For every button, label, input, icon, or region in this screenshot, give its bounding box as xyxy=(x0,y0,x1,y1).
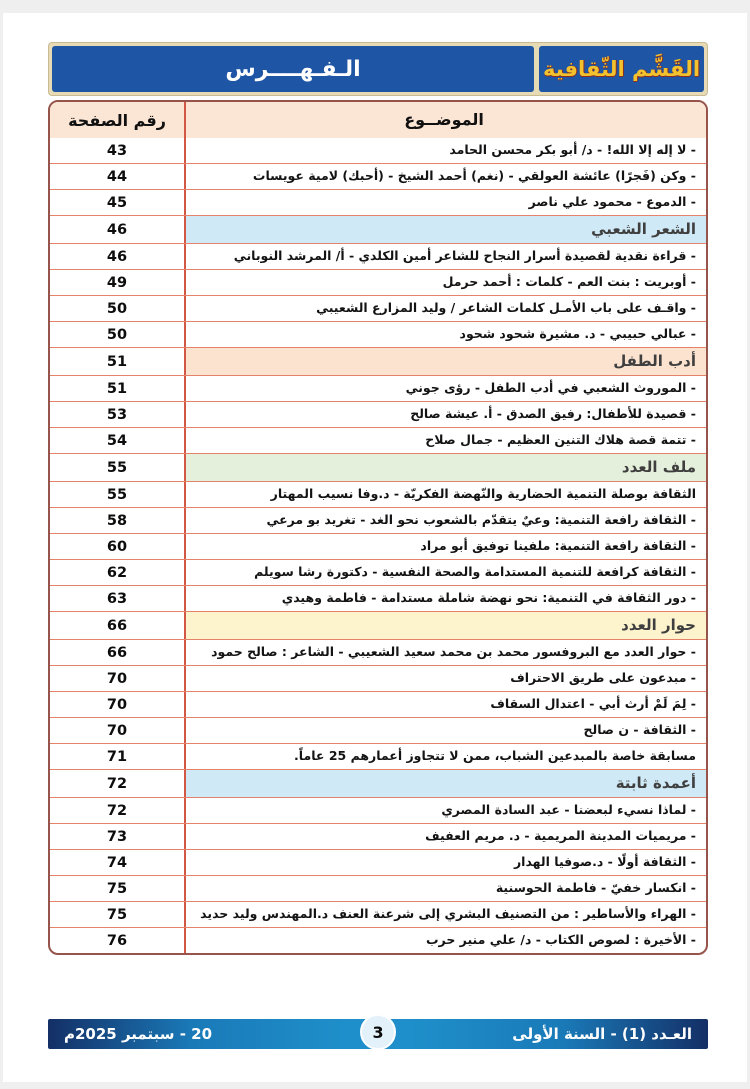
row-page: 53 xyxy=(106,406,128,423)
row-title: - قراءة نقدية لقصيدة أسرار النجاح للشاعر أمين الكلدي - أ/ المرشد النوباني xyxy=(184,244,706,269)
magazine-logo-text: القَشَّم الثّقافية xyxy=(542,57,701,81)
footer-date-label: 20 - سبتمبر 2025م xyxy=(64,1025,213,1043)
row-title: - لماذا نسيء لبعضنا - عبد السادة المصري xyxy=(184,798,706,823)
row-title: - مريميات المدينة المريمية - د. مريم العفيف xyxy=(184,824,706,849)
row-page: 51 xyxy=(106,380,128,397)
row-title: - واقـف على باب الأمـل كلمات الشاعر / وليد المزارع الشعيبي xyxy=(184,296,706,321)
toc-row xyxy=(50,507,706,533)
row-page: 60 xyxy=(106,538,128,555)
row-title: الثقافة بوصلة التنمية الحضارية والنّهضة الفكريّة - د.وفا نسيب المهتار xyxy=(184,482,706,507)
row-page: 55 xyxy=(106,459,128,476)
footer-issue-label: العـدد (1) - السنة الأولى xyxy=(512,1025,692,1043)
toc-header-page-number: رقم الصفحة xyxy=(50,102,184,138)
toc-row xyxy=(50,243,706,269)
toc-row xyxy=(50,797,706,823)
toc-row xyxy=(50,347,706,375)
toc-row xyxy=(50,559,706,585)
toc-row xyxy=(50,453,706,481)
row-title: - الدموع - محمود علي ناصر xyxy=(184,190,706,215)
row-title: - وكن (فَجرًا) عائشة العولقي - (نغم) أحمد الشيخ - (أحبك) لامية عويسات xyxy=(184,164,706,189)
magazine-logo xyxy=(539,46,704,92)
row-page: 50 xyxy=(106,300,128,317)
row-page: 46 xyxy=(106,221,128,238)
row-title: - الثقافة أولًا - د.صوفيا الهدار xyxy=(184,850,706,875)
toc-row xyxy=(50,585,706,611)
toc-row xyxy=(50,665,706,691)
row-page: 66 xyxy=(106,644,128,661)
row-page: 44 xyxy=(106,168,128,185)
row-title: - لا إله إلا الله! - د/ أبو بكر محسن الحامد xyxy=(184,138,706,163)
row-page: 72 xyxy=(106,802,128,819)
row-title: - مبدعون على طريق الاحتراف xyxy=(184,666,706,691)
row-title: - الثقافة - ن صالح xyxy=(184,718,706,743)
row-page: 50 xyxy=(106,326,128,343)
row-page: 66 xyxy=(106,617,128,634)
toc-header-subject: الموضــوع xyxy=(184,102,706,138)
row-page: 76 xyxy=(106,932,128,949)
row-page: 72 xyxy=(106,775,128,792)
row-page: 58 xyxy=(106,512,128,529)
toc-row xyxy=(50,481,706,507)
toc-row xyxy=(50,295,706,321)
row-page: 62 xyxy=(106,564,128,581)
row-title: - لِمَ لَمْ أرث أبي - اعتدال السقاف xyxy=(184,692,706,717)
toc-row xyxy=(50,927,706,953)
row-title: - عبالي حبيبي - د. مشيرة شحود شحود xyxy=(184,322,706,347)
toc-row xyxy=(50,691,706,717)
row-title: - قصيدة للأطفال: رفيق الصدق - أ. عيشة صالح xyxy=(184,402,706,427)
toc-row xyxy=(50,639,706,665)
toc-row xyxy=(50,849,706,875)
row-title: - الثقافة رافعة التنمية: وعيٌ يتقدّم بالشعوب نحو الغد - تغريد بو مرعي xyxy=(184,508,706,533)
row-page: 46 xyxy=(106,248,128,265)
toc-table xyxy=(48,100,708,955)
row-page: 75 xyxy=(106,906,128,923)
row-title: - الثقافة كرافعة للتنمية المستدامة والصحة النفسية - دكتورة رشا سويلم xyxy=(184,560,706,585)
row-title: - انكسار خفيّ - فاطمة الحوسنية xyxy=(184,876,706,901)
index-title-bar xyxy=(52,46,534,92)
toc-row xyxy=(50,375,706,401)
toc-row xyxy=(50,269,706,295)
row-page: 54 xyxy=(106,432,128,449)
toc-row xyxy=(50,901,706,927)
toc-row xyxy=(50,189,706,215)
toc-header-row xyxy=(50,102,706,138)
toc-row xyxy=(50,533,706,559)
toc-row xyxy=(50,427,706,453)
toc-row xyxy=(50,743,706,769)
row-title: حوار العدد xyxy=(184,612,706,639)
row-title: - الثقافة رافعة التنمية: ملفينا توفيق أبو مراد xyxy=(184,534,706,559)
row-title: - أوبريت : بنت العم - كلمات : أحمد حرمل xyxy=(184,270,706,295)
row-page: 51 xyxy=(106,353,128,370)
row-page: 70 xyxy=(106,670,128,687)
index-title: الـفـهــــرس xyxy=(225,56,361,82)
row-title: أدب الطفل xyxy=(184,348,706,375)
toc-row xyxy=(50,769,706,797)
toc-row xyxy=(50,138,706,163)
row-title: الشعر الشعبي xyxy=(184,216,706,243)
row-title: - الأخيرة : لصوص الكتاب - د/ علي منير حرب xyxy=(184,928,706,953)
toc-rows xyxy=(50,138,706,953)
toc-row xyxy=(50,321,706,347)
row-title: مسابقة خاصة بالمبدعين الشباب، ممن لا تتجاوز أعمارهم 25 عاماً. xyxy=(184,744,706,769)
footer-page-circle xyxy=(360,1014,396,1050)
page xyxy=(3,13,747,1082)
row-page: 43 xyxy=(106,142,128,159)
row-title: - دور الثقافة في التنمية: نحو نهضة شاملة مستدامة - فاطمة وهيدي xyxy=(184,586,706,611)
row-page: 71 xyxy=(106,748,128,765)
row-title: أعمدة ثابتة xyxy=(184,770,706,797)
row-title: - الهراء والأساطير : من التصنيف البشري إلى شرعنة العنف د.المهندس وليد حديد xyxy=(184,902,706,927)
row-page: 70 xyxy=(106,722,128,739)
toc-row xyxy=(50,215,706,243)
toc-row xyxy=(50,611,706,639)
footer-page-number: 3 xyxy=(372,1022,384,1042)
row-page: 49 xyxy=(106,274,128,291)
row-page: 63 xyxy=(106,590,128,607)
header xyxy=(48,42,708,96)
footer-bar xyxy=(48,1019,708,1049)
row-title: - تتمة قصة هلاك التنين العظيم - جمال صلاح xyxy=(184,428,706,453)
toc-row xyxy=(50,823,706,849)
row-page: 45 xyxy=(106,194,128,211)
toc-row xyxy=(50,717,706,743)
toc-row xyxy=(50,163,706,189)
toc-row xyxy=(50,875,706,901)
row-page: 70 xyxy=(106,696,128,713)
row-title: ملف العدد xyxy=(184,454,706,481)
row-page: 74 xyxy=(106,854,128,871)
row-title: - حوار العدد مع البروفسور محمد بن محمد سعيد الشعيبي - الشاعر : صالح حمود xyxy=(184,640,706,665)
row-title: - الموروث الشعبي في أدب الطفل - رؤى جوني xyxy=(184,376,706,401)
row-page: 55 xyxy=(106,486,128,503)
toc-row xyxy=(50,401,706,427)
row-page: 75 xyxy=(106,880,128,897)
row-page: 73 xyxy=(106,828,128,845)
